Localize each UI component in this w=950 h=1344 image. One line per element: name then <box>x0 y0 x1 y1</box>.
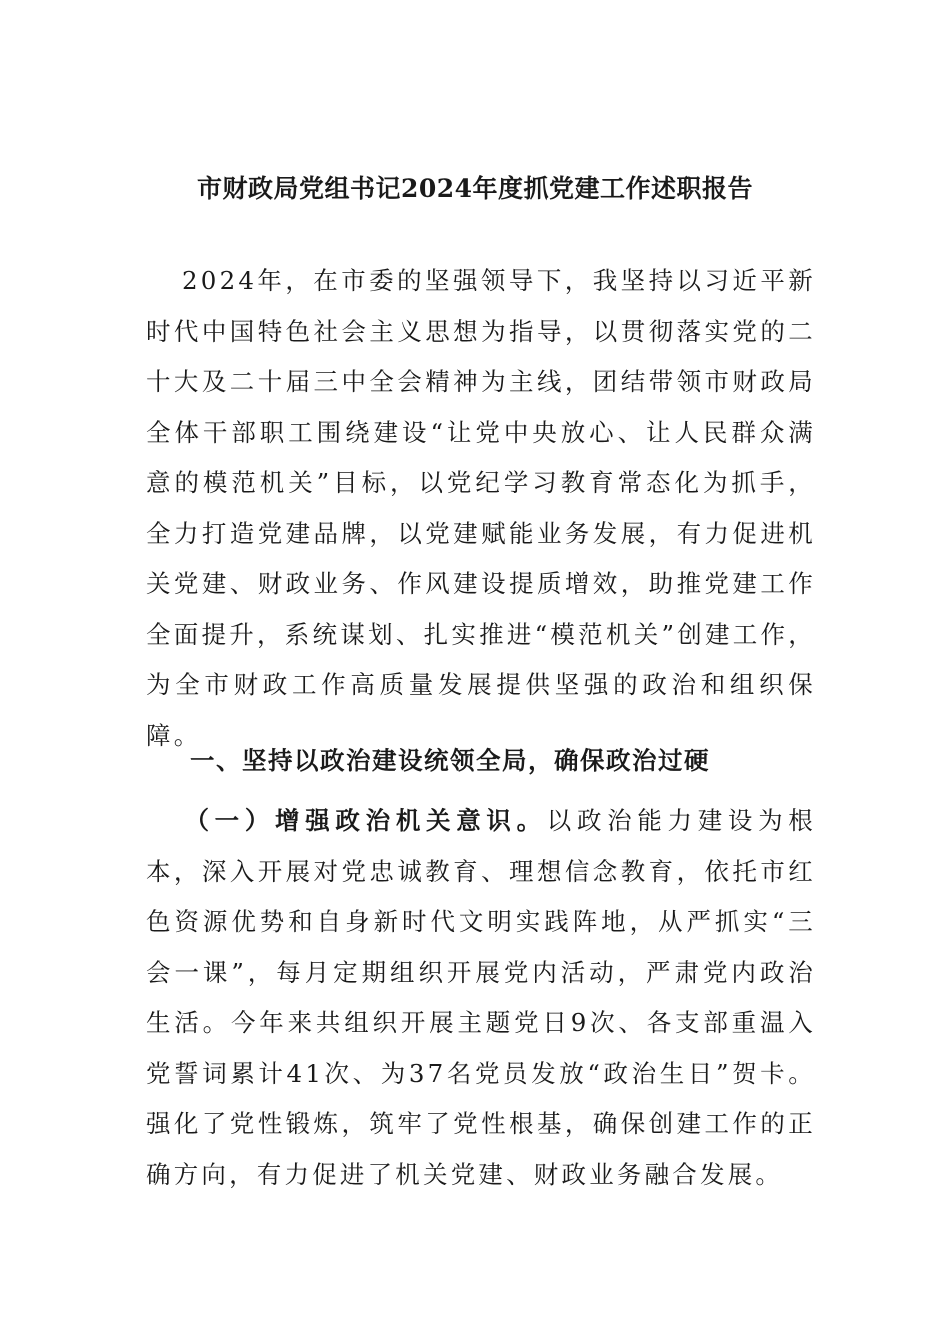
section-heading: 一、坚持以政治建设统领全局，确保政治过硬 <box>190 746 710 775</box>
subsection-paragraph <box>146 796 816 1200</box>
subsection-body: 以政治能力建设为根本，深入开展对党忠诚教育、理想信念教育，依托市红色资源优势和自身新时代文明实践阵地，从严抓实“三会一课”，每月定期组织开展党内活动，严肃党内政治生活。今年来共组织开展主题党日9次、各支部重温入党誓词累计41次、为37名党员发放“政治生日”贺卡。强化了党性锻炼，筑牢了党性根基，确保创建工作的正确方向，有力促进了机关党建、财政业务融合发展。 <box>146 806 816 1189</box>
intro-text: 2024年，在市委的坚强领导下，我坚持以习近平新时代中国特色社会主义思想为指导，以贯彻落实党的二十大及二十届三中全会精神为主线，团结带领市财政局全体干部职工围绕建设“让党中央放心、让人民群众满意的模范机关”目标，以党纪学习教育常态化为抓手，全力打造党建品牌，以党建赋能业务发展，有力促进机关党建、财政业务、作风建设提质增效，助推党建工作全面提升，系统谋划、扎实推进“模范机关”创建工作，为全市财政工作高质量发展提供坚强的政治和组织保障。 <box>146 266 816 750</box>
intro-paragraph <box>146 256 816 761</box>
subsection-lead: （一）增强政治机关意识。 <box>182 806 547 835</box>
document-title: 市财政局党组书记2024年度抓党建工作述职报告 <box>196 173 754 203</box>
